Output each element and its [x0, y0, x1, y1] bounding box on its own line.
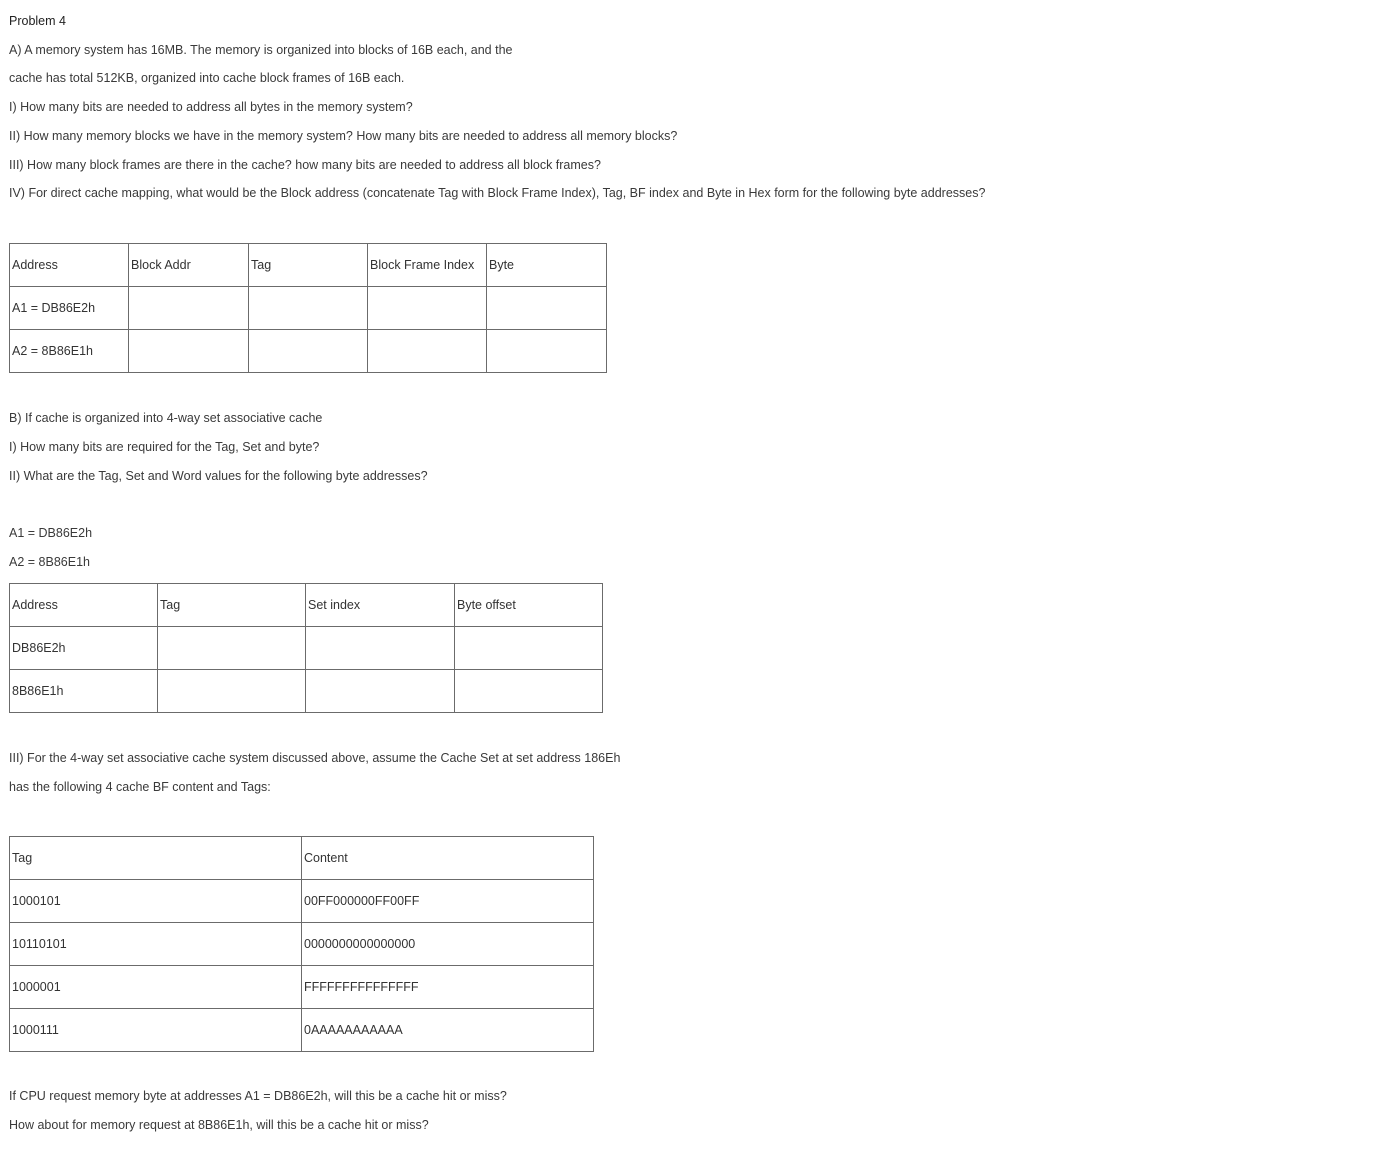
set-associative-table — [9, 583, 603, 713]
part-a-question-2: II) How many memory blocks we have in the memory system? How many bits are needed to address all memory blocks? — [9, 129, 678, 143]
cache-set-table — [9, 836, 594, 1052]
part-b-question-3-line1: III) For the 4-way set associative cache system discussed above, assume the Cache Set at set address 186Eh — [9, 751, 621, 765]
header-cell: Tag — [158, 584, 306, 627]
header-cell: Address — [10, 584, 158, 627]
content-cell: 0000000000000000 — [302, 923, 594, 966]
table-header-row — [10, 837, 594, 880]
header-cell: Tag — [10, 837, 302, 880]
table-header-row — [10, 584, 603, 627]
final-question-2: How about for memory request at 8B86E1h, will this be a cache hit or miss? — [9, 1118, 429, 1132]
part-b-intro: B) If cache is organized into 4-way set associative cache — [9, 411, 323, 425]
table-header-row — [10, 244, 607, 287]
set-index-cell[interactable] — [306, 670, 455, 713]
tag-cell[interactable] — [249, 330, 368, 373]
table-row — [10, 923, 594, 966]
header-cell: Content — [302, 837, 594, 880]
byte-offset-cell[interactable] — [455, 670, 603, 713]
direct-mapping-table — [9, 243, 607, 373]
tag-cell[interactable] — [158, 670, 306, 713]
header-cell: Byte offset — [455, 584, 603, 627]
part-b-question-2: II) What are the Tag, Set and Word values for the following byte addresses? — [9, 469, 428, 483]
header-cell: Address — [10, 244, 129, 287]
address-cell: 8B86E1h — [10, 670, 158, 713]
table-row — [10, 880, 594, 923]
tag-cell[interactable] — [249, 287, 368, 330]
tag-cell: 1000101 — [10, 880, 302, 923]
table-row — [10, 627, 603, 670]
address-cell: A2 = 8B86E1h — [10, 330, 129, 373]
part-b-address-1: A1 = DB86E2h — [9, 526, 93, 540]
part-a-question-1: I) How many bits are needed to address all bytes in the memory system? — [9, 100, 413, 114]
part-b-question-1: I) How many bits are required for the Tag, Set and byte? — [9, 440, 320, 454]
content-cell: FFFFFFFFFFFFFFF — [302, 966, 594, 1009]
header-cell: Set index — [306, 584, 455, 627]
header-cell: Block Frame Index — [368, 244, 487, 287]
address-cell: A1 = DB86E2h — [10, 287, 129, 330]
table-row — [10, 287, 607, 330]
block-addr-cell[interactable] — [129, 287, 249, 330]
final-question-1: If CPU request memory byte at addresses A1 = DB86E2h, will this be a cache hit or miss? — [9, 1089, 507, 1103]
tag-cell[interactable] — [158, 627, 306, 670]
content-cell: 00FF000000FF00FF — [302, 880, 594, 923]
part-a-intro-line1: A) A memory system has 16MB. The memory is organized into blocks of 16B each, and the — [9, 43, 513, 57]
header-cell: Byte — [487, 244, 607, 287]
set-index-cell[interactable] — [306, 627, 455, 670]
byte-cell[interactable] — [487, 287, 607, 330]
problem-title: Problem 4 — [9, 14, 66, 28]
content-cell: 0AAAAAAAAAAA — [302, 1009, 594, 1052]
part-a-intro-line2: cache has total 512KB, organized into cache block frames of 16B each. — [9, 71, 405, 85]
header-cell: Block Addr — [129, 244, 249, 287]
header-cell: Tag — [249, 244, 368, 287]
part-a-question-4: IV) For direct cache mapping, what would be the Block address (concatenate Tag with Block Frame Index), Tag, BF index and Byte in Hex form for the following byte addresses? — [9, 186, 986, 200]
part-a-question-3: III) How many block frames are there in the cache? how many bits are needed to address all block frames? — [9, 158, 601, 172]
table-row — [10, 966, 594, 1009]
table-row — [10, 1009, 594, 1052]
address-cell: DB86E2h — [10, 627, 158, 670]
part-b-question-3-line2: has the following 4 cache BF content and Tags: — [9, 780, 271, 794]
table-row — [10, 670, 603, 713]
byte-cell[interactable] — [487, 330, 607, 373]
block-addr-cell[interactable] — [129, 330, 249, 373]
tag-cell: 1000001 — [10, 966, 302, 1009]
tag-cell: 1000111 — [10, 1009, 302, 1052]
block-frame-index-cell[interactable] — [368, 330, 487, 373]
part-b-address-2: A2 = 8B86E1h — [9, 555, 90, 569]
table-row — [10, 330, 607, 373]
block-frame-index-cell[interactable] — [368, 287, 487, 330]
byte-offset-cell[interactable] — [455, 627, 603, 670]
tag-cell: 10110101 — [10, 923, 302, 966]
